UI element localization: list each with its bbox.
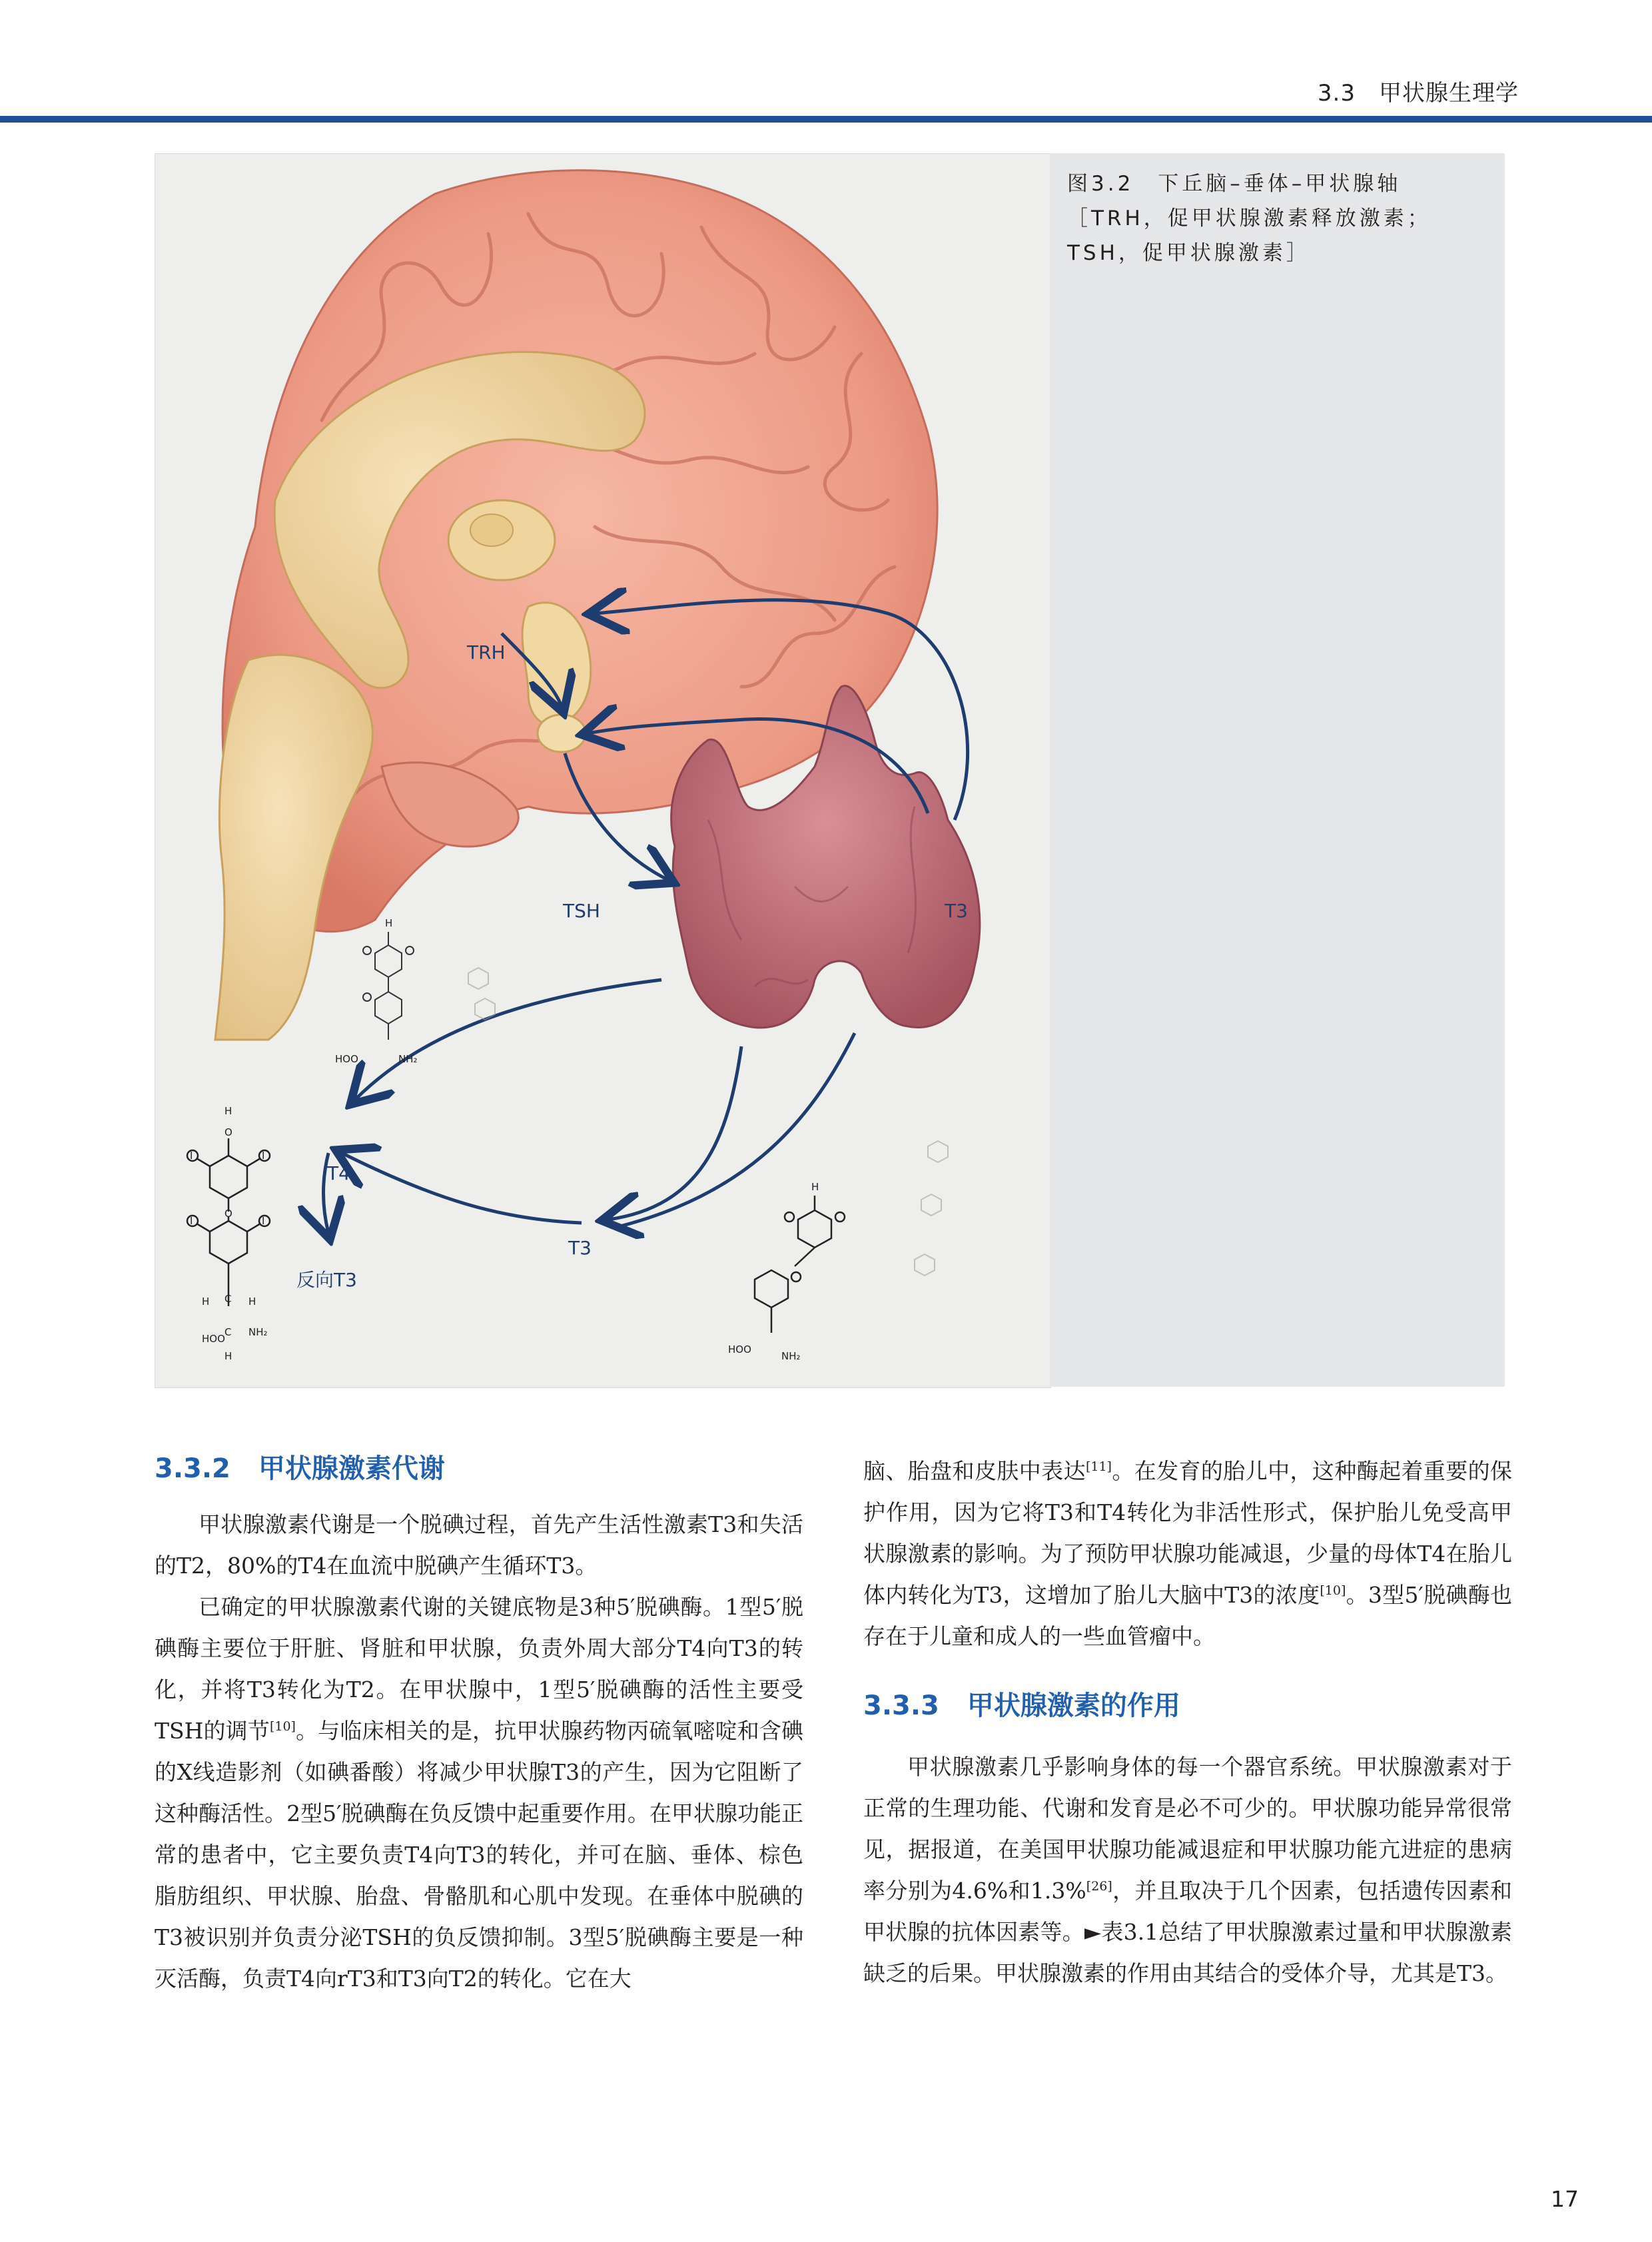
- t3-right-label: T3: [945, 900, 968, 922]
- paragraph-text: 甲状腺激素几乎影响身体的每一个器官系统。甲状腺激素对于正常的生理功能、代谢和发育是必不可少的。甲状腺功能异常很常见，据报道，在美国甲状腺功能减退症和甲状腺功能亢进症的患病率分别为4.6%和1.3%: [863, 1754, 1512, 1904]
- section-heading-3-3-2: [155, 1445, 803, 1492]
- section-heading-3-3-3: [863, 1682, 1512, 1729]
- small-structure-diagram: [363, 932, 414, 1040]
- hpt-axis-svg: [155, 154, 1050, 1387]
- t4-i-3: I: [190, 1215, 193, 1227]
- small-h: H: [385, 917, 393, 929]
- t4-structure-diagram: [187, 1138, 270, 1306]
- reverse-t3-label: 反向T3: [296, 1269, 357, 1291]
- paragraph-text: 。在发育的胎儿中，这种酶起着重要的保护作用，因为它将T3和T4转化为非活性形式，保护胎儿免受高甲状腺激素的影响。为了预防甲状腺功能减退，少量的母体T4在胎儿体内转化为T3，这增加了胎儿大脑中T3的浓度: [863, 1458, 1513, 1608]
- paragraph-text: 。3型5′脱碘酶也存在于儿童和成人的一些血管瘤中。: [863, 1582, 1512, 1649]
- t4-h-side-2: H: [248, 1296, 256, 1308]
- t4-label: T4: [327, 1162, 350, 1184]
- figure-caption: 图3.2 下丘脑–垂体–甲状腺轴［TRH，促甲状腺激素释放激素；TSH，促甲状腺激素］: [1067, 172, 1432, 265]
- section-number: 3.3.2: [155, 1453, 230, 1484]
- t4-o-top: O: [224, 1126, 232, 1138]
- t4-h-top: H: [224, 1105, 232, 1117]
- t4-h-side: H: [202, 1296, 210, 1308]
- paragraph: 甲状腺激素代谢是一个脱碘过程，首先产生活性激素T3和失活的T2，80%的T4在血流中脱碘产生循环T3。: [155, 1511, 803, 1579]
- t3-hoo: HOO: [728, 1343, 751, 1355]
- tsh-label: TSH: [563, 900, 600, 922]
- citation-ref: [11]: [1085, 1459, 1112, 1474]
- t3-bottom-label: T3: [568, 1237, 592, 1259]
- thyroid-to-t3-arrow-b: [615, 1033, 855, 1228]
- ghost-structures: [468, 968, 948, 1276]
- page-number: 17: [1551, 2186, 1579, 2212]
- t4-i-1: I: [190, 1150, 193, 1162]
- section-number: 3.3.3: [863, 1690, 939, 1721]
- t4-o-bridge: O: [224, 1208, 232, 1220]
- paragraph: [155, 1587, 803, 2000]
- t4-c: C: [224, 1293, 232, 1305]
- t4-i-4: I: [262, 1215, 265, 1227]
- paragraph-text: 已确定的甲状腺激素代谢的关键底物是3种5′脱碘酶。1型5′脱碘酶主要位于肝脏、肾脏和甲状腺，负责外周大部分T4向T3的转化，并将T3转化为T2。在甲状腺中，1型5′脱碘酶的活性主要受TSH的调节: [155, 1594, 803, 1744]
- t3-to-t4-arrow: [342, 1153, 582, 1223]
- small-hoo: HOO: [335, 1053, 358, 1065]
- paragraph-text: 脑、胎盘和皮肤中表达: [863, 1458, 1086, 1484]
- paragraph: [863, 1451, 1512, 1657]
- paragraph: [863, 1746, 1512, 1994]
- t4-nh2: NH₂: [248, 1326, 268, 1338]
- t4-i-2: I: [262, 1150, 265, 1162]
- header-rule: [0, 116, 1652, 123]
- citation-ref: [10]: [1320, 1583, 1346, 1598]
- t3-structure-diagram: [755, 1196, 845, 1333]
- small-nh2: NH₂: [398, 1053, 418, 1065]
- citation-ref: [26]: [1086, 1879, 1112, 1894]
- t3-h: H: [811, 1181, 819, 1193]
- paragraph-text: 。与临床相关的是，抗甲状腺药物丙硫氧嘧啶和含碘的X线造影剂（如碘番酸）将减少甲状腺T3的产生，因为它阻断了这种酶活性。2型5′脱碘酶在负反馈中起重要作用。在甲状腺功能正常的患者中，它主要负责T4向T3的转化，并可在脑、垂体、棕色脂肪组织、甲状腺、胎盘、骨骼肌和心肌中发现。在垂体中脱碘的T3被识别并负责分泌TSH的负反馈抑制。3型5′脱碘酶主要是一种灭活酶，负责T4向rT3和T3向T2的转化。它在大: [155, 1718, 804, 1992]
- left-column: [155, 1445, 803, 2000]
- right-column: [863, 1451, 1512, 1994]
- pituitary-shape: [538, 715, 586, 752]
- section-title: 甲状腺激素的作用: [967, 1690, 1180, 1721]
- running-header: 3.3 甲状腺生理学: [1317, 80, 1519, 107]
- thalamus-inner: [470, 514, 513, 546]
- thyroid-to-t4-arrow: [355, 980, 661, 1100]
- hpt-axis-illustration: [155, 153, 1051, 1388]
- thyroid-to-t3-arrow-a: [608, 1046, 741, 1220]
- caption-panel: [1050, 153, 1505, 1387]
- trh-label: TRH: [467, 641, 506, 663]
- t4-hoo: HOO: [202, 1333, 225, 1345]
- t4-h-bottom: H: [224, 1350, 232, 1362]
- citation-ref: [10]: [269, 1719, 296, 1734]
- paragraph-text: ，并且取决于几个因素，包括遗传因素和甲状腺的抗体因素等。►表3.1总结了甲状腺激素过量和甲状腺激素缺乏的后果。甲状腺激素的作用由其结合的受体介导，尤其是T3。: [863, 1878, 1512, 1986]
- t4-c-2: C: [224, 1326, 232, 1338]
- t3-nh2: NH₂: [781, 1350, 801, 1362]
- section-title: 甲状腺激素代谢: [258, 1453, 445, 1484]
